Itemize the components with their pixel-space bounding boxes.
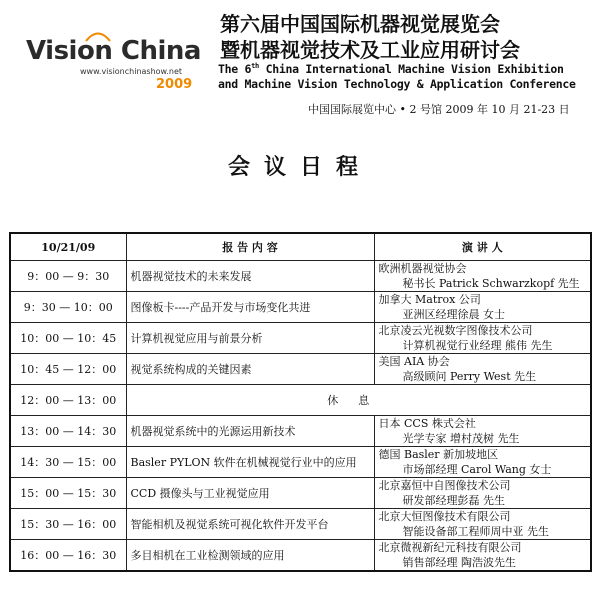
- table-row: [10, 261, 591, 292]
- table-row: [10, 416, 591, 447]
- row-topic: 视觉系统构成的关键因素: [126, 354, 374, 385]
- row-topic: 图像板卡----产品开发与市场变化共进: [126, 292, 374, 323]
- speaker-org: 北京嘉恒中自图像技术公司: [378, 479, 511, 492]
- logo-name: Vision China: [26, 36, 201, 66]
- speaker-org: 北京微视新纪元科技有限公司: [378, 541, 522, 554]
- page-header: [0, 0, 600, 120]
- row-topic: 机器视觉技术的未来发展: [126, 261, 374, 292]
- speaker-name: 研发部经理彭磊 先生: [402, 494, 505, 507]
- row-time: 10：00 — 10：45: [10, 323, 126, 354]
- speaker-name: 秘书长 Patrick Schwarzkopf 先生: [402, 277, 580, 290]
- title-english-line1: [218, 62, 564, 76]
- row-topic: 计算机视觉应用与前景分析: [126, 323, 374, 354]
- lunch-break: 休息: [126, 385, 591, 416]
- schedule-table: [9, 232, 592, 572]
- speaker-org: 加拿大 Matrox 公司: [378, 293, 481, 306]
- row-time: 9：30 — 10：00: [10, 292, 126, 323]
- speaker-name: 亚洲区经理徐晨 女士: [402, 308, 505, 321]
- table-row: [10, 478, 591, 509]
- row-time: 12：00 — 13：00: [10, 385, 126, 416]
- table-header-row: [10, 233, 591, 261]
- speaker-name: 市场部经理 Carol Wang 女士: [402, 463, 552, 476]
- speaker-name: 销售部经理 陶浩波先生: [402, 556, 516, 569]
- header-date: 10/21/09: [10, 233, 126, 261]
- speaker-name: 高级顾问 Perry West 先生: [402, 370, 537, 383]
- row-speaker: [374, 292, 591, 323]
- row-topic: 机器视觉系统中的光源运用新技术: [126, 416, 374, 447]
- table-row-break: [10, 385, 591, 416]
- title-english-ordinal: th: [251, 62, 259, 71]
- title-chinese-line2: 暨机器视觉技术及工业应用研讨会: [220, 38, 520, 62]
- speaker-org: 美国 AIA 协会: [378, 355, 450, 368]
- row-topic: Basler PYLON 软件在机械视觉行业中的应用: [126, 447, 374, 478]
- row-topic: 多目相机在工业检测领域的应用: [126, 540, 374, 572]
- row-time: 9：00 — 9：30: [10, 261, 126, 292]
- venue-date: 中国国际展览中心 • 2 号馆 2009 年 10 月 21-23 日: [308, 103, 570, 116]
- speaker-org: 日本 CCS 株式会社: [378, 417, 476, 430]
- speaker-name: 智能设备部工程师周中亚 先生: [402, 525, 549, 538]
- row-time: 13：00 — 14：30: [10, 416, 126, 447]
- speaker-org: 北京凌云光视数字图像技术公司: [378, 324, 533, 337]
- row-speaker: [374, 416, 591, 447]
- title-english-line1-pre: The 6: [218, 62, 252, 76]
- header-topic: 报 告 内 容: [126, 233, 374, 261]
- row-topic: 智能相机及视觉系统可视化软件开发平台: [126, 509, 374, 540]
- title-chinese-line1: 第六届中国国际机器视觉展览会: [220, 12, 500, 36]
- speaker-org: 北京大恒图像技术有限公司: [378, 510, 511, 523]
- table-row: [10, 323, 591, 354]
- table-row: [10, 509, 591, 540]
- row-speaker: [374, 509, 591, 540]
- row-speaker: [374, 323, 591, 354]
- row-speaker: [374, 540, 591, 572]
- speaker-name: 光学专家 增村茂树 先生: [402, 432, 520, 445]
- table-row: [10, 354, 591, 385]
- row-speaker: [374, 261, 591, 292]
- logo-year: 2009: [156, 77, 193, 92]
- row-time: 16：00 — 16：30: [10, 540, 126, 572]
- title-english-line2: and Machine Vision Technology & Application Conference: [218, 77, 576, 91]
- table-row: [10, 447, 591, 478]
- row-time: 15：30 — 16：00: [10, 509, 126, 540]
- table-row: [10, 292, 591, 323]
- row-time: 10：45 — 12：00: [10, 354, 126, 385]
- logo-url: www.visionchinashow.net: [80, 67, 183, 76]
- row-speaker: [374, 478, 591, 509]
- speaker-org: 欧洲机器视觉协会: [378, 262, 467, 275]
- table-row: [10, 540, 591, 572]
- row-time: 15：00 — 15：30: [10, 478, 126, 509]
- vision-china-logo: [26, 36, 206, 106]
- speaker-name: 计算机视觉行业经理 熊伟 先生: [402, 339, 553, 352]
- row-topic: CCD 摄像头与工业视觉应用: [126, 478, 374, 509]
- row-time: 14：30 — 15：00: [10, 447, 126, 478]
- speaker-org: 德国 Basler 新加坡地区: [378, 448, 499, 461]
- row-speaker: [374, 447, 591, 478]
- header-speaker: 演 讲 人: [374, 233, 591, 261]
- row-speaker: [374, 354, 591, 385]
- title-english-line1-post: China International Machine Vision Exhibition: [258, 62, 564, 76]
- agenda-title: 会议日程: [227, 155, 372, 180]
